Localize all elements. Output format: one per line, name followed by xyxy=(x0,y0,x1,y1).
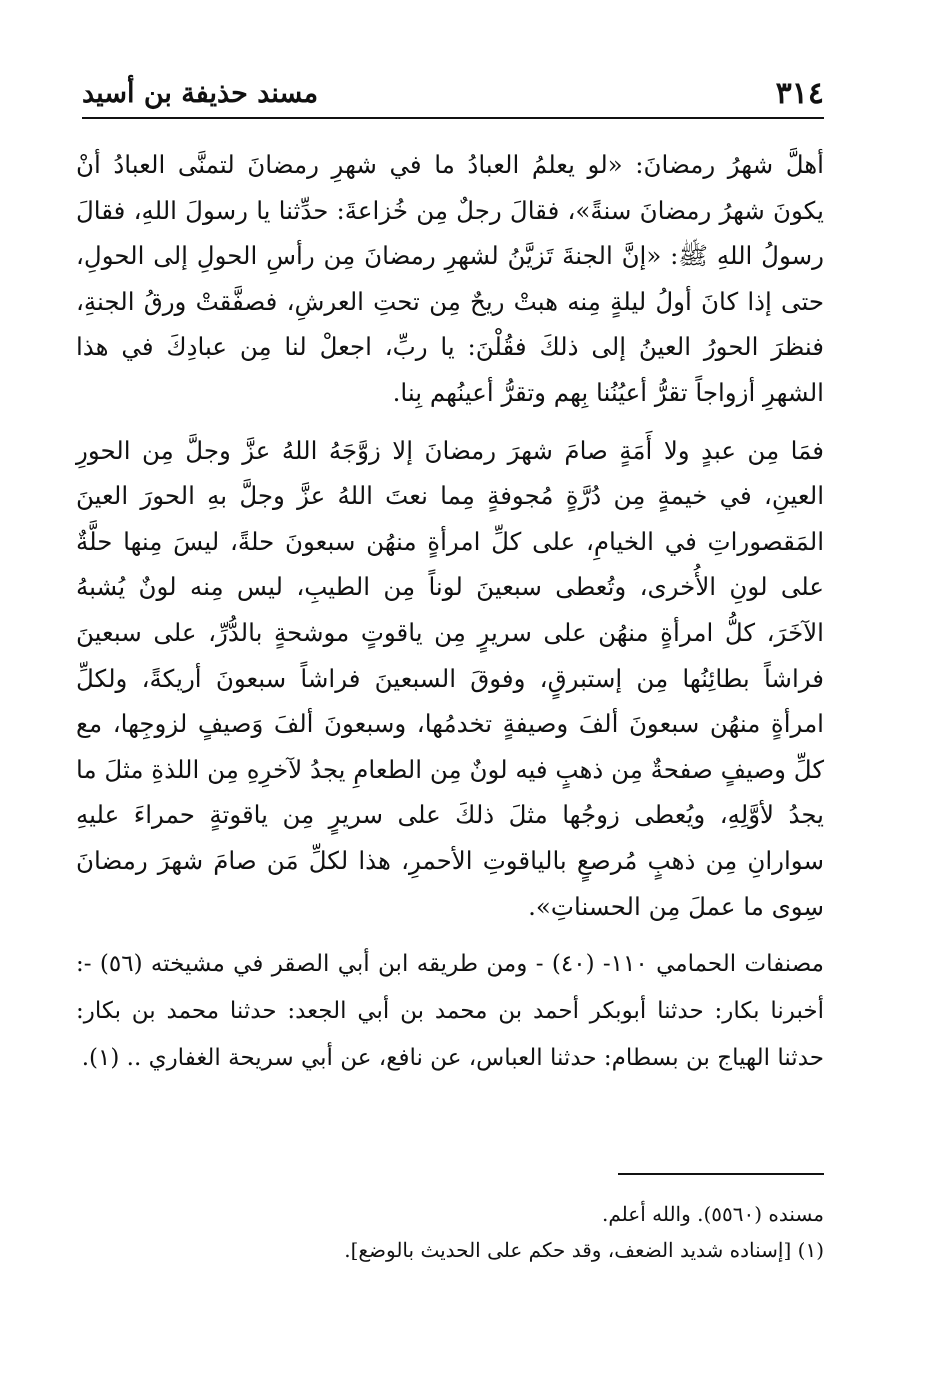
paragraph-hadith-part-1: أهلَّ شهرُ رمضانَ: «لو يعلمُ العبادُ ما في شهرِ رمضانَ لتمنَّى العبادُ أنْ يكونَ شهرُ رمضانَ سنةً»، فقالَ رجلٌ مِن خُزاعةَ: حدِّثنا يا رسولَ اللهِ، فقالَ رسولُ اللهِ ﷺ: «إنَّ الجنةَ تَزيَّنُ لشهرِ رمضانَ مِن رأسِ الحولِ إلى الحولِ، حتى إذا كانَ أولُ ليلةٍ مِنه هبتْ ريحٌ مِن تحتِ العرشِ، فصفَّقتْ ورقُ الجنةِ، فنظرَ الحورُ العينُ إلى ذلكَ فقُلْنَ: يا ربِّ، اجعلْ لنا مِن عبادِكَ في هذا الشهرِ أزواجاً تقرُّ أعيُنُنا بِهم وتقرُّ أعينُهم بِنا. xyxy=(76,150,824,407)
footnote-separator xyxy=(618,1173,824,1175)
paragraph-source-chain: مصنفات الحمامي ١١٠- (٤٠) - ومن طريقه ابن أبي الصقر في مشيخته (٥٦) -: أخبرنا بكار: حدثنا أبوبكر أحمد بن محمد بن أبي الجعد: حدثنا محمد بن بكار: حدثنا الهياج بن بسطام: حدثنا العباس، عن نافع، عن أبي سريحة الغفاري .. (١). xyxy=(76,951,824,1072)
page-number: ٣١٤ xyxy=(775,76,824,111)
footnote-continuation: مسنده (٥٥٦٠). والله أعلم. xyxy=(601,1202,824,1226)
running-title: مسند حذيفة بن أسيد xyxy=(82,78,319,109)
footnote-1: (١) [إسناده شديد الضعف، وقد حكم على الحديث بالوضع]. xyxy=(344,1238,824,1262)
paragraph-hadith-part-2: فمَا مِن عبدٍ ولا أَمَةٍ صامَ شهرَ رمضانَ إلا زوَّجَهُ اللهُ عزَّ وجلَّ مِن الحورِ العينِ، في خيمةٍ مِن دُرَّةٍ مُجوفةٍ مِما نعتَ اللهُ عزَّ وجلَّ بهِ الحورَ العينَ المَقصوراتِ في الخيامِ، على كلِّ امرأةٍ منهُن سبعونَ حلةً، ليسَ مِنها حلَّةٌ على لونِ الأُخرى، وتُعطى سبعينَ لوناً مِن الطيبِ، ليس مِنه لونٌ يُشبهُ الآخَرَ، كلُّ امرأةٍ منهُن على سريرٍ مِن ياقوتٍ موشحةٍ بالدُّرِّ، على سبعينَ فراشاً بطائِنُها مِن إستبرقٍ، وفوقَ السبعينَ فراشاً سبعونَ أريكةً، ولكلِّ امرأةٍ منهُن سبعونَ ألفَ وصيفةٍ تخدمُها، وسبعونَ ألفَ وَصيفٍ لزوجِها، مع كلِّ وصيفٍ صفحةٌ مِن ذهبٍ فيه لونٌ مِن الطعامِ يجدُ لآخرِهِ مِن اللذةِ مثلَ ما يجدُ لأوَّلِهِ، ويُعطى زوجُها مثلَ ذلكَ على سريرٍ مِن ياقوتةٍ حمراءَ عليهِ سوارانِ مِن ذهبٍ مُرصعٍ بالياقوتِ الأحمرِ، هذا لكلِّ مَن صامَ شهرَ رمضانَ سِوى ما عملَ مِن الحسناتِ». xyxy=(76,435,824,921)
page-header xyxy=(82,74,824,120)
header-rule xyxy=(82,117,824,119)
footnotes xyxy=(300,1196,824,1268)
main-text xyxy=(76,142,824,1082)
